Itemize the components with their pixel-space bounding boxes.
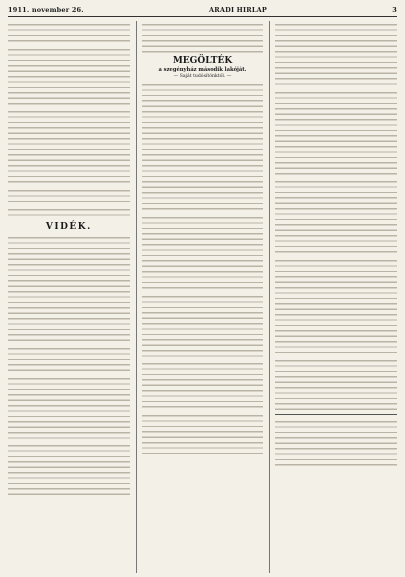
- page-number: 3: [392, 6, 397, 14]
- article-paragraph: [8, 206, 130, 217]
- issue-date: 1911. november 26.: [8, 6, 84, 14]
- masthead: [8, 6, 397, 17]
- article-paragraph: [8, 442, 130, 496]
- article-paragraph: [142, 81, 264, 211]
- article-paragraph: [8, 108, 130, 184]
- article-paragraph: [275, 21, 397, 86]
- article-paragraph: [275, 357, 397, 411]
- newspaper-title: ARADI HIRLAP: [209, 6, 267, 14]
- article-paragraph: [8, 21, 130, 43]
- article-paragraph: [142, 21, 264, 53]
- byline: — Saját tudósítónktól. —: [173, 74, 232, 80]
- article-paragraph: [275, 257, 397, 354]
- article-paragraph: [275, 89, 397, 175]
- article-paragraph: [8, 345, 130, 372]
- section-heading: VIDÉK.: [45, 221, 92, 232]
- article-subheadline: a szegényház második lakóját.: [158, 67, 247, 74]
- article-paragraph: [142, 214, 264, 290]
- column-3: [269, 21, 397, 573]
- article-paragraph: [8, 234, 130, 342]
- article-paragraph: [142, 412, 264, 455]
- article-paragraph: [275, 178, 397, 254]
- article-headline: MEGÖLTÉK: [172, 56, 233, 67]
- article-paragraph: [8, 375, 130, 440]
- article-paragraph: [8, 46, 130, 105]
- article-paragraph: [142, 293, 264, 358]
- article-paragraph: [8, 187, 130, 203]
- column-1: [8, 21, 130, 573]
- columns: [8, 21, 397, 573]
- article-paragraph: [142, 360, 264, 409]
- divider: [275, 414, 397, 415]
- article-paragraph: [275, 418, 397, 467]
- column-2: [136, 21, 264, 573]
